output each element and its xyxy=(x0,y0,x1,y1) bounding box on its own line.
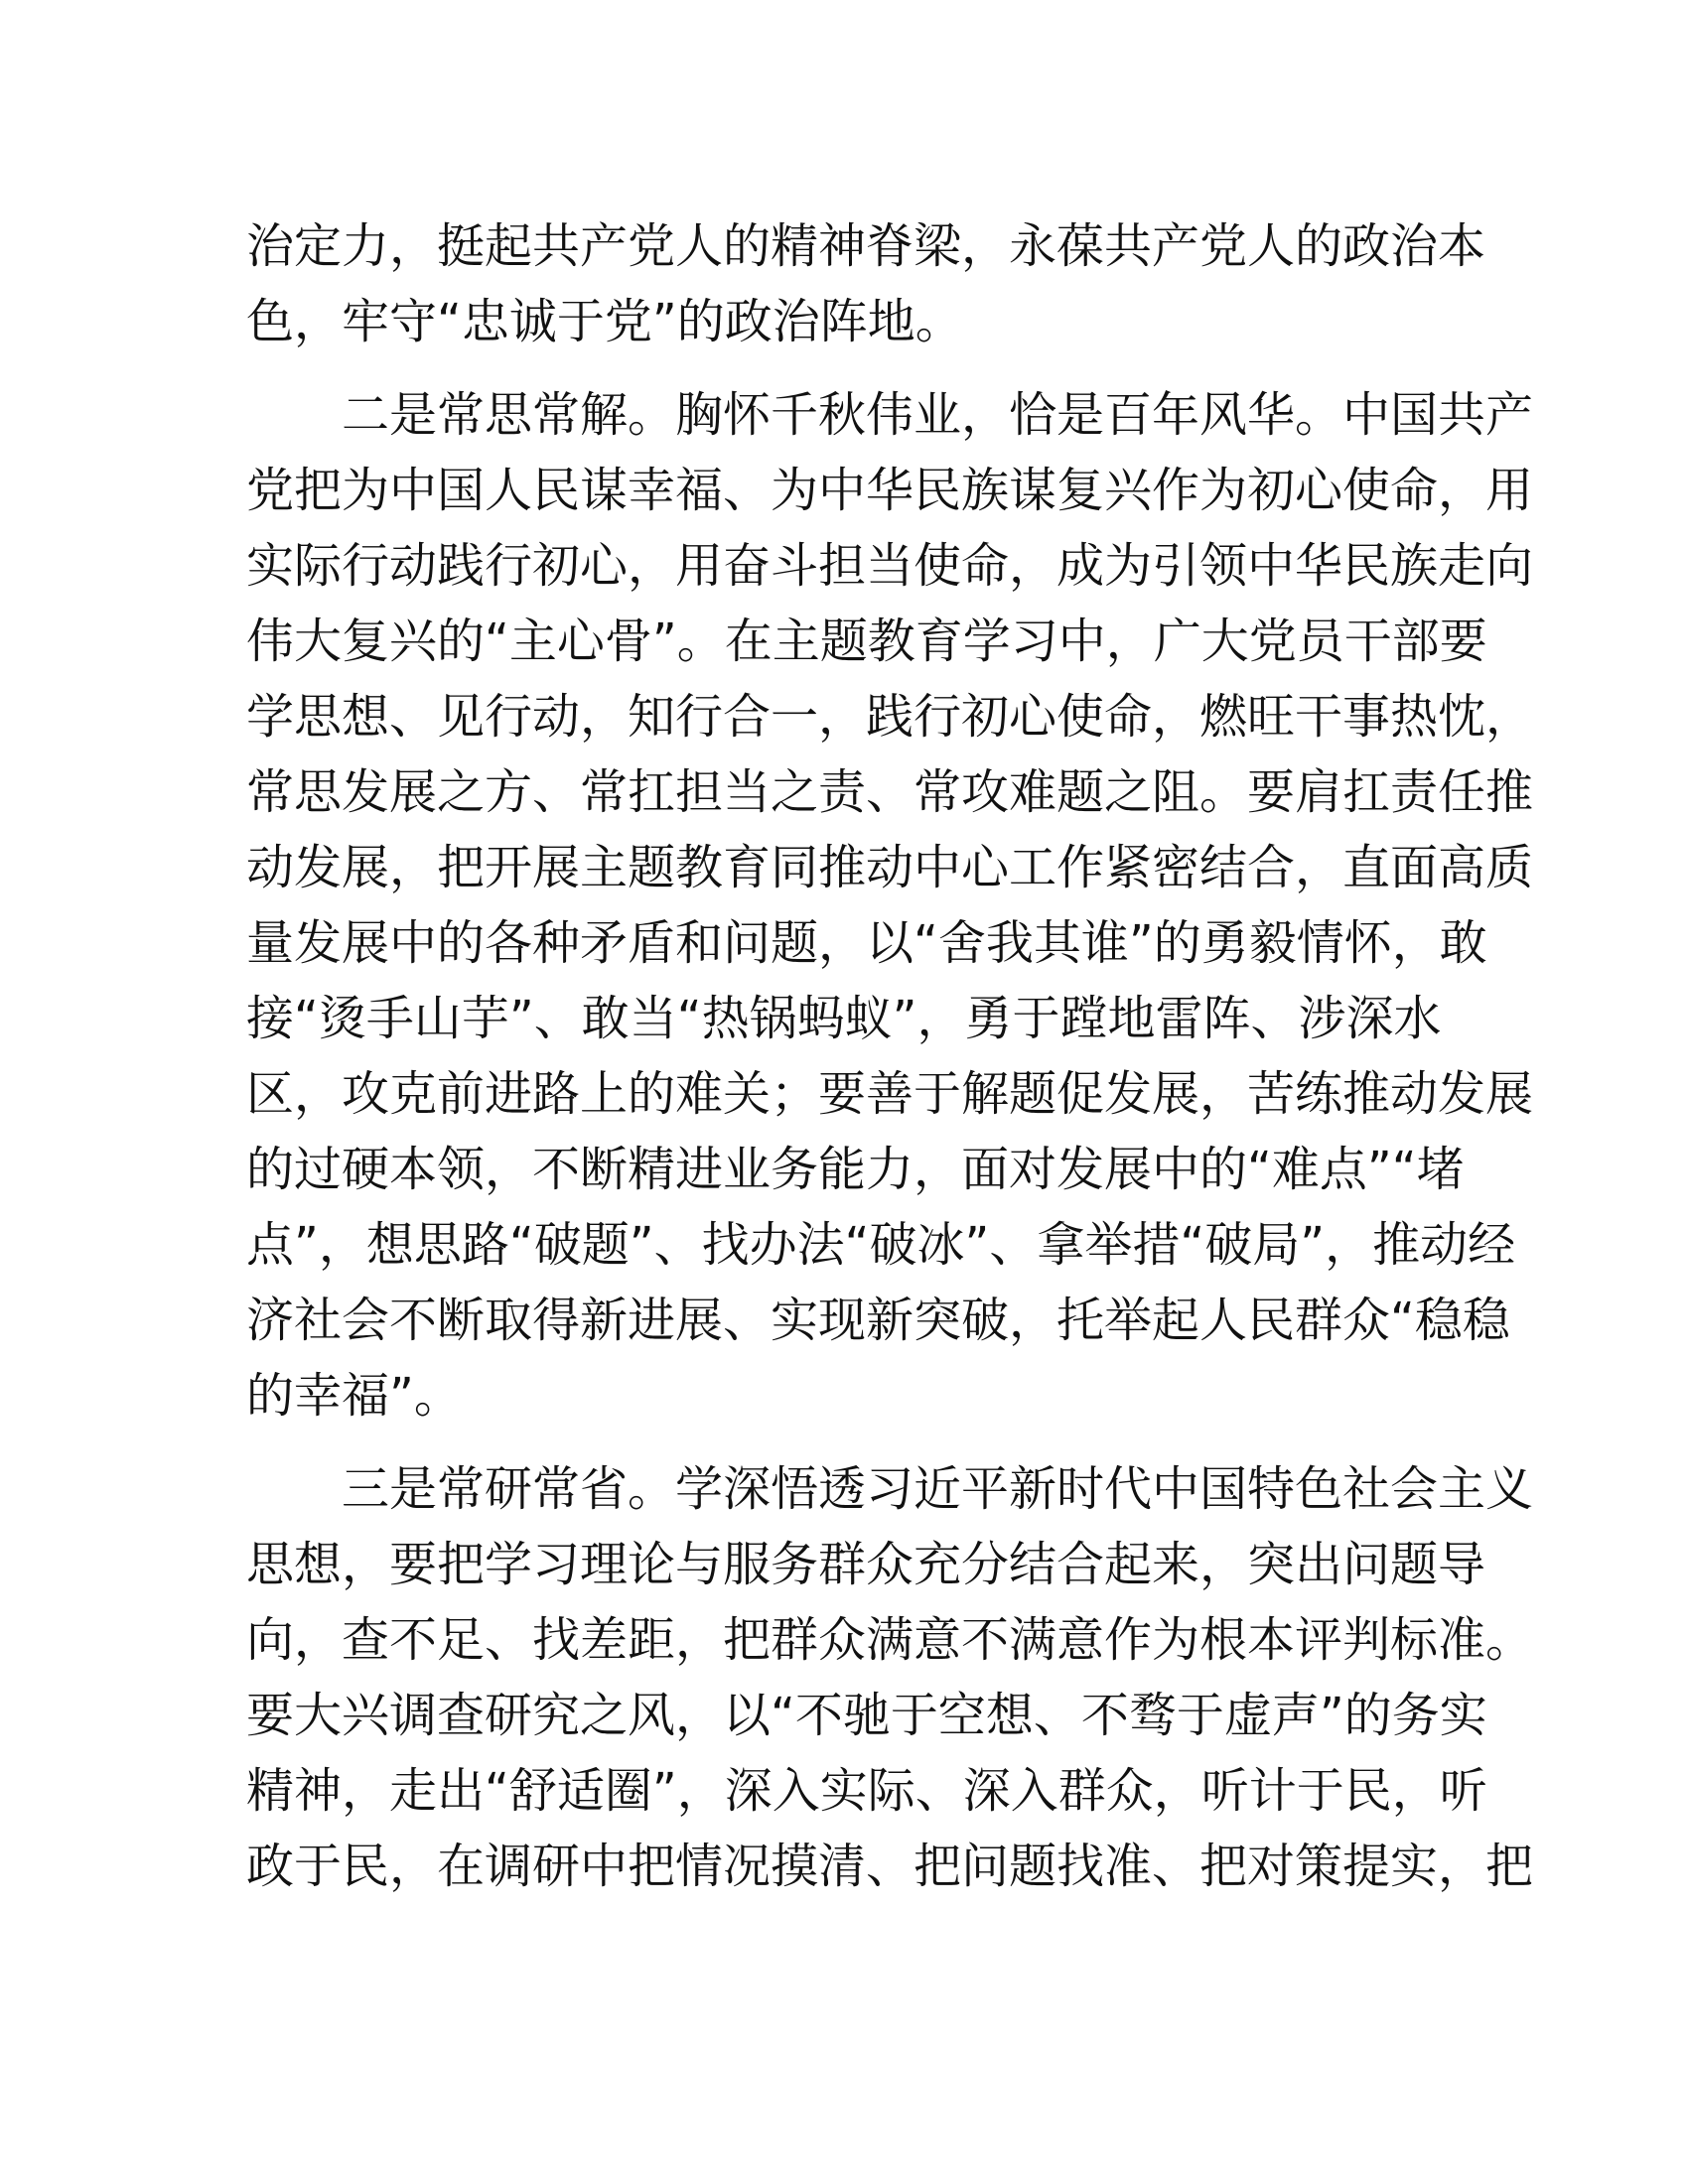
text-line: 二是常思常解。胸怀千秋伟业，恰是百年风华。中国共产 xyxy=(342,387,1534,443)
paragraph-third-point xyxy=(246,1451,1534,1904)
text-line: 伟大复兴的“主心骨”。在主题教育学习中，广大党员干部要 xyxy=(246,614,1487,669)
paragraph-second-point xyxy=(246,377,1534,1433)
text-line: 量发展中的各种矛盾和问题，以“舍我其谁”的勇毅情怀，敢 xyxy=(246,915,1487,971)
text-line: 向，查不足、找差距，把群众满意不满意作为根本评判标准。 xyxy=(246,1612,1534,1668)
text-line: 区，攻克前进路上的难关；要善于解题促发展，苦练推动发展 xyxy=(246,1066,1534,1122)
text-line: 治定力，挺起共产党人的精神脊梁，永葆共产党人的政治本 xyxy=(246,218,1486,274)
text-line: 常思发展之方、常扛担当之责、常攻难题之阻。要肩扛责任推 xyxy=(246,764,1534,820)
text-line: 点”，想思路“破题”、找办法“破冰”、拿举措“破局”，推动经 xyxy=(246,1217,1516,1273)
text-line: 的过硬本领，不断精进业务能力，面对发展中的“难点”“堵 xyxy=(246,1142,1465,1197)
text-line: 党把为中国人民谋幸福、为中华民族谋复兴作为初心使命，用 xyxy=(246,463,1534,518)
text-line: 济社会不断取得新进展、实现新突破，托举起人民群众“稳稳 xyxy=(246,1293,1510,1348)
text-line: 要大兴调查研究之风，以“不驰于空想、不骛于虚声”的务实 xyxy=(246,1688,1487,1743)
paragraph-continuation xyxy=(246,208,1486,359)
text-line: 实际行动践行初心，用奋斗担当使命，成为引领中华民族走向 xyxy=(246,538,1534,594)
text-line: 三是常研常省。学深悟透习近平新时代中国特色社会主义 xyxy=(342,1461,1534,1517)
text-line: 学思想、见行动，知行合一，践行初心使命，燃旺干事热忱， xyxy=(246,689,1534,745)
text-line: 的幸福”。 xyxy=(246,1368,462,1424)
text-line: 思想，要把学习理论与服务群众充分结合起来，突出问题导 xyxy=(246,1537,1486,1592)
text-line: 政于民，在调研中把情况摸清、把问题找准、把对策提实，把 xyxy=(246,1839,1534,1894)
text-line: 精神，走出“舒适圈”，深入实际、深入群众，听计于民，听 xyxy=(246,1763,1487,1819)
text-line: 色，牢守“忠诚于党”的政治阵地。 xyxy=(246,294,963,349)
body-text xyxy=(246,208,1534,1904)
text-line: 接“烫手山芋”、敢当“热锅蚂蚁”，勇于蹚地雷阵、涉深水 xyxy=(246,991,1442,1046)
text-line: 动发展，把开展主题教育同推动中心工作紧密结合，直面高质 xyxy=(246,840,1534,895)
